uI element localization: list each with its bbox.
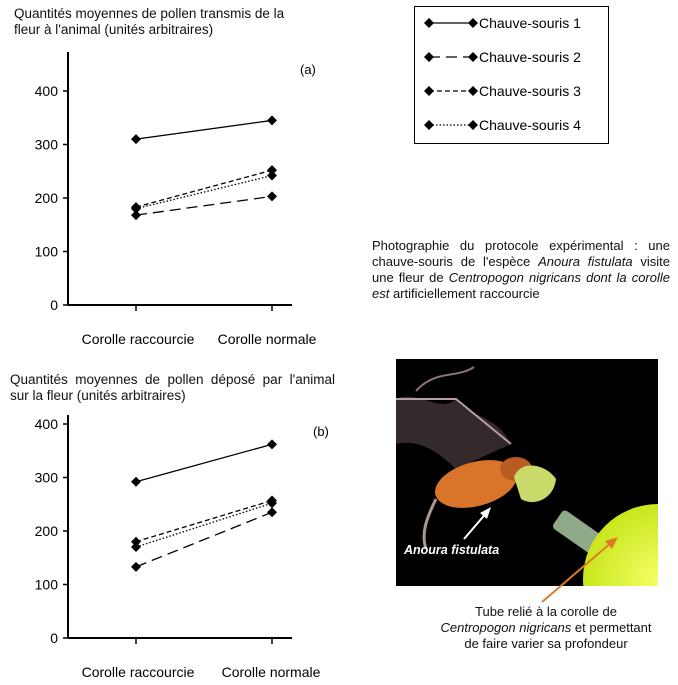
chart-b-x-tick-label: Corolle normale: [221, 664, 321, 680]
tube-caption-text-1: Tube relié à la corolle de: [475, 604, 617, 619]
tube-pointer: [520, 528, 630, 608]
chart-b: [0, 405, 360, 685]
tube-caption-species: Centropogon nigricans: [440, 620, 572, 635]
chart-a-y-tick-label: 300: [34, 136, 58, 153]
chart-a-series-4-point: [267, 171, 277, 181]
chart-b-title: Quantités moyennes de pollen déposé par l'animal sur la fleur (unités arbitraires): [10, 372, 335, 403]
tube-pointer-line: [542, 542, 612, 602]
chart-b-series-4-line: [136, 503, 272, 547]
legend-label-1: Chauve-souris 1: [479, 15, 581, 31]
chart-a-x-tick-label: Corolle normale: [217, 331, 317, 347]
chart-a-series-1-point: [131, 134, 141, 144]
chart-b-series-4-point: [131, 542, 141, 552]
chart-a: [0, 40, 360, 360]
photo-caption: [372, 238, 670, 302]
legend-label-3: Chauve-souris 3: [479, 83, 581, 99]
chart-a-series-1-point: [267, 115, 277, 125]
chart-b-y-tick-label: 400: [34, 416, 58, 432]
legend-swatch-4-marker-left: [424, 120, 434, 130]
chart-a-y-tick-label: 100: [34, 243, 58, 260]
legend-swatch-3-marker-right: [468, 86, 478, 96]
chart-a-series-4-point: [131, 204, 141, 214]
photo-caption-text-3: artificiellement raccourcie: [389, 286, 540, 301]
chart-b-series-1-point: [267, 439, 277, 449]
tube-caption-text-2: et permettant de faire varier sa profondeur: [464, 620, 652, 651]
chart-a-series-2-point: [267, 191, 277, 201]
chart-b-y-tick-label: 200: [34, 523, 58, 539]
photo-caption-species-2: Centropogon nigricans dont la corolle est: [372, 270, 670, 301]
legend-swatch-1-marker-right: [468, 18, 478, 28]
chart-a-x-tick-label: Corolle raccourcie: [81, 331, 195, 347]
chart-b-panel-label: (b): [313, 424, 329, 439]
bat-wing-bone-2: [416, 367, 474, 391]
chart-a-y-tick-label: 0: [50, 297, 58, 313]
chart-a-series-4-line: [136, 176, 272, 209]
chart-b-y-tick-label: 0: [50, 630, 58, 646]
legend-label-4: Chauve-souris 4: [479, 117, 581, 133]
photo-caption-text-1: Photographie du protocole expérimental : une chauve-souris de l'espèce: [372, 238, 670, 269]
bat-wing-shape: [396, 397, 511, 469]
bat-leg-shape: [424, 499, 436, 549]
chart-b-y-tick-label: 100: [34, 576, 58, 593]
chart-b-series-2-line: [136, 512, 272, 567]
chart-a-y-tick-label: 400: [34, 83, 58, 99]
chart-a-series-2-line: [136, 196, 272, 215]
photo-caption-species-1: Anoura fistulata: [538, 254, 633, 269]
legend-label-2: Chauve-souris 2: [479, 49, 581, 65]
chart-b-x-tick-label: Corolle raccourcie: [81, 664, 195, 680]
legend-items: [415, 7, 610, 145]
legend-swatch-3-marker-left: [424, 86, 434, 96]
chart-b-series-1-point: [131, 477, 141, 487]
chart-b-y-tick-label: 300: [34, 469, 58, 486]
photo-label: Anoura fistulata: [404, 543, 500, 557]
flower-shape: [514, 465, 556, 502]
legend-swatch-2-marker-right: [468, 52, 478, 62]
legend-swatch-2-marker-left: [424, 52, 434, 62]
chart-a-y-tick-label: 200: [34, 190, 58, 206]
legend: [414, 6, 609, 144]
photo-caption-text-2: visite une fleur de: [372, 254, 670, 285]
tube-caption: [436, 604, 656, 652]
legend-swatch-4-marker-right: [468, 120, 478, 130]
chart-b-series-2-point: [131, 562, 141, 572]
chart-b-series-2-point: [267, 507, 277, 517]
chart-a-series-1-line: [136, 120, 272, 139]
chart-a-title: Quantités moyennes de pollen transmis de la fleur à l'animal (unités arbitraires): [14, 6, 285, 37]
chart-a-panel-label: (a): [300, 62, 316, 77]
chart-b-series-1-line: [136, 444, 272, 481]
chart-a-series-3-line: [136, 170, 272, 207]
legend-swatch-1-marker-left: [424, 18, 434, 28]
